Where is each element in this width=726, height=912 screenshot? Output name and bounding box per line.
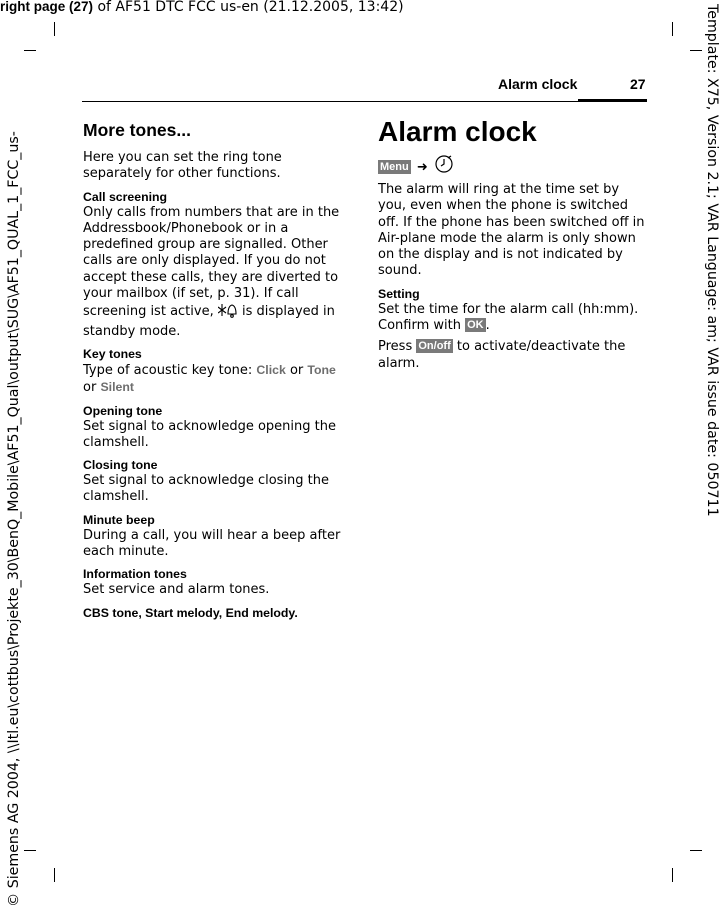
alarm-clock-icon (434, 154, 454, 181)
more-tones-intro: Here you can set the ring tone separately for other functions. (83, 150, 282, 182)
key-tones-text (83, 362, 353, 397)
option-silent: Silent (100, 380, 134, 395)
call-screening-text-a: Only calls from numbers that are in the Addressbook/Phonebook or in a predefined group are signalled. Other calls are only displayed. If you do not accept these calls, they are diverted to your mailbox (if set, p. 31). If call screening ist active, (83, 204, 340, 320)
menu-key: Menu (380, 161, 409, 173)
header-rule (82, 101, 647, 102)
call-screening-text-b: is displayed in standby mode. (83, 304, 335, 339)
crop-mark (672, 22, 673, 36)
information-tones-label: Information tones (83, 567, 187, 582)
setting-text-a: Set the time for the alarm call (hh:mm). Confirm with (378, 301, 639, 334)
header-rule-accent (578, 99, 647, 102)
key-tones-or: or (289, 362, 304, 378)
margin-template-text: Template: X75, Version 2.1; VAR Language: am; VAR issue date: 050711 (704, 4, 720, 517)
page-number: 27 (630, 76, 646, 92)
call-screening-text (83, 205, 353, 340)
margin-path-text: © Siemens AG 2004, \\Itl.eu\cottbus\Projekte_30\BenQ_Mobile\AF51_Qual\output\SUG\AF51_QUAL_1_FCC_us- (6, 131, 22, 907)
key-tones-or: or (83, 380, 97, 396)
section-heading-more-tones: More tones... (83, 120, 191, 140)
key-tones-text-a: Type of acoustic key tone: (83, 362, 253, 378)
minute-beep-text: During a call, you will hear a beep after each minute. (83, 527, 341, 560)
opening-tone-text: Set signal to acknowledge opening the clamshell. (83, 418, 336, 450)
crop-mark (54, 22, 55, 36)
press-text-a: Press (378, 339, 413, 355)
option-tone: Tone (307, 362, 336, 377)
alarm-intro: The alarm will ring at the time set by you, even when the phone is switched off. If the phone has been switched off in Air-plane mode the alarm is only shown on the display and is not indicated by sound. (378, 182, 645, 279)
print-banner-bold: right page (27) (0, 0, 94, 14)
crop-mark (24, 50, 36, 51)
closing-tone-text: Set signal to acknowledge closing the clamshell. (83, 473, 330, 505)
section-heading-alarm-clock: Alarm clock (378, 116, 537, 147)
opening-tone-label: Opening tone (83, 403, 163, 418)
crop-mark (672, 868, 673, 882)
call-screening-icon (218, 302, 238, 323)
ok-key: OK (467, 319, 484, 332)
left-column (83, 118, 353, 621)
arrow-icon: ➜ (416, 160, 428, 175)
crop-mark (690, 850, 702, 851)
press-text (378, 339, 648, 372)
print-banner (0, 0, 404, 15)
information-tones-text: Set service and alarm tones. (83, 582, 270, 598)
call-screening-label: Call screening (83, 189, 168, 204)
crop-mark (24, 850, 36, 851)
setting-label: Setting (378, 286, 420, 301)
right-column (378, 118, 648, 372)
setting-text-b: . (485, 318, 490, 334)
on-off-key: On/off (418, 340, 451, 353)
press-text-b: to activate/deactivate the alarm. (378, 339, 626, 371)
print-banner-rest: of AF51 DTC FCC us-en (21.12.2005, 13:42) (93, 0, 404, 15)
running-header-title: Alarm clock (498, 76, 578, 92)
setting-text (378, 302, 648, 335)
cbs-tone-label: CBS tone, Start melody, End melody. (83, 605, 298, 620)
crop-mark (690, 50, 702, 51)
option-click: Click (256, 362, 286, 377)
minute-beep-label: Minute beep (83, 512, 155, 527)
menu-path (378, 154, 648, 181)
key-tones-label: Key tones (83, 346, 142, 361)
closing-tone-label: Closing tone (83, 458, 158, 473)
crop-mark (54, 868, 55, 882)
